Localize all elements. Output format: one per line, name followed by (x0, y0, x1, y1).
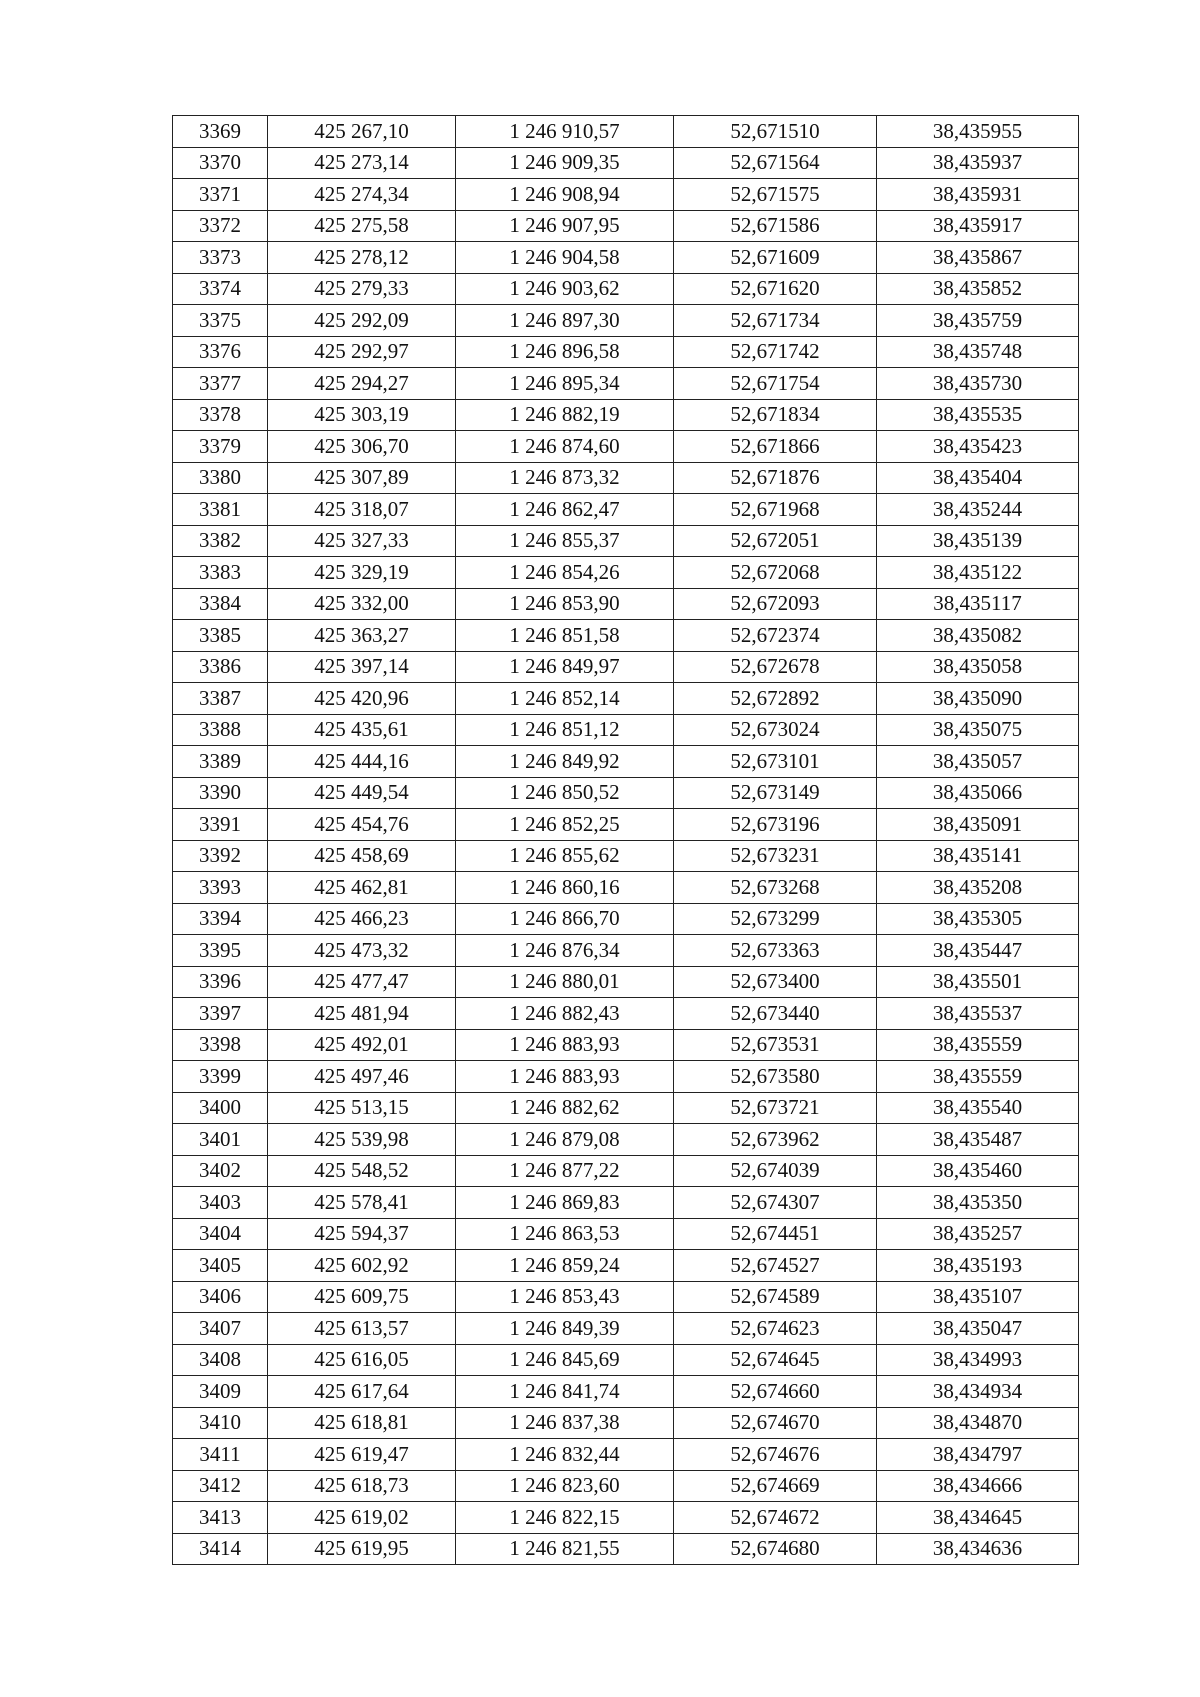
y-coordinate-cell: 1 246 882,19 (456, 399, 674, 431)
latitude-cell: 52,673149 (674, 777, 877, 809)
y-coordinate-cell: 1 246 907,95 (456, 210, 674, 242)
x-coordinate-cell: 425 466,23 (268, 903, 456, 935)
x-coordinate-cell: 425 619,47 (268, 1439, 456, 1471)
longitude-cell: 38,435955 (877, 116, 1079, 148)
latitude-cell: 52,674589 (674, 1281, 877, 1313)
point-number-cell: 3395 (173, 935, 268, 967)
x-coordinate-cell: 425 278,12 (268, 242, 456, 274)
longitude-cell: 38,435244 (877, 494, 1079, 526)
latitude-cell: 52,671609 (674, 242, 877, 274)
table-row (173, 935, 1079, 967)
x-coordinate-cell: 425 454,76 (268, 809, 456, 841)
table-row (173, 1502, 1079, 1534)
table-row (173, 651, 1079, 683)
point-number-cell: 3389 (173, 746, 268, 778)
latitude-cell: 52,674307 (674, 1187, 877, 1219)
y-coordinate-cell: 1 246 851,58 (456, 620, 674, 652)
table-row (173, 147, 1079, 179)
x-coordinate-cell: 425 420,96 (268, 683, 456, 715)
longitude-cell: 38,434934 (877, 1376, 1079, 1408)
point-number-cell: 3371 (173, 179, 268, 211)
table-row (173, 1092, 1079, 1124)
y-coordinate-cell: 1 246 855,37 (456, 525, 674, 557)
point-number-cell: 3391 (173, 809, 268, 841)
longitude-cell: 38,435091 (877, 809, 1079, 841)
table-row (173, 588, 1079, 620)
longitude-cell: 38,435501 (877, 966, 1079, 998)
longitude-cell: 38,435305 (877, 903, 1079, 935)
x-coordinate-cell: 425 444,16 (268, 746, 456, 778)
table-row (173, 273, 1079, 305)
table-row (173, 746, 1079, 778)
latitude-cell: 52,674670 (674, 1407, 877, 1439)
point-number-cell: 3414 (173, 1533, 268, 1565)
latitude-cell: 52,673580 (674, 1061, 877, 1093)
longitude-cell: 38,435730 (877, 368, 1079, 400)
y-coordinate-cell: 1 246 837,38 (456, 1407, 674, 1439)
latitude-cell: 52,671734 (674, 305, 877, 337)
longitude-cell: 38,435057 (877, 746, 1079, 778)
table-row (173, 1029, 1079, 1061)
longitude-cell: 38,435535 (877, 399, 1079, 431)
y-coordinate-cell: 1 246 852,14 (456, 683, 674, 715)
latitude-cell: 52,674039 (674, 1155, 877, 1187)
table-row (173, 1439, 1079, 1471)
latitude-cell: 52,674672 (674, 1502, 877, 1534)
table-row (173, 714, 1079, 746)
x-coordinate-cell: 425 318,07 (268, 494, 456, 526)
latitude-cell: 52,674676 (674, 1439, 877, 1471)
longitude-cell: 38,435931 (877, 179, 1079, 211)
point-number-cell: 3381 (173, 494, 268, 526)
point-number-cell: 3382 (173, 525, 268, 557)
longitude-cell: 38,435350 (877, 1187, 1079, 1219)
x-coordinate-cell: 425 306,70 (268, 431, 456, 463)
latitude-cell: 52,672093 (674, 588, 877, 620)
table-row (173, 305, 1079, 337)
latitude-cell: 52,672678 (674, 651, 877, 683)
y-coordinate-cell: 1 246 879,08 (456, 1124, 674, 1156)
y-coordinate-cell: 1 246 852,25 (456, 809, 674, 841)
table-row (173, 242, 1079, 274)
y-coordinate-cell: 1 246 854,26 (456, 557, 674, 589)
table-row (173, 1061, 1079, 1093)
x-coordinate-cell: 425 449,54 (268, 777, 456, 809)
x-coordinate-cell: 425 363,27 (268, 620, 456, 652)
x-coordinate-cell: 425 275,58 (268, 210, 456, 242)
y-coordinate-cell: 1 246 853,90 (456, 588, 674, 620)
longitude-cell: 38,435139 (877, 525, 1079, 557)
x-coordinate-cell: 425 435,61 (268, 714, 456, 746)
point-number-cell: 3383 (173, 557, 268, 589)
table-row (173, 494, 1079, 526)
latitude-cell: 52,673196 (674, 809, 877, 841)
x-coordinate-cell: 425 497,46 (268, 1061, 456, 1093)
point-number-cell: 3394 (173, 903, 268, 935)
latitude-cell: 52,673363 (674, 935, 877, 967)
table-row (173, 1407, 1079, 1439)
y-coordinate-cell: 1 246 882,43 (456, 998, 674, 1030)
latitude-cell: 52,671564 (674, 147, 877, 179)
point-number-cell: 3401 (173, 1124, 268, 1156)
table-row (173, 903, 1079, 935)
latitude-cell: 52,673268 (674, 872, 877, 904)
latitude-cell: 52,674623 (674, 1313, 877, 1345)
latitude-cell: 52,672068 (674, 557, 877, 589)
x-coordinate-cell: 425 602,92 (268, 1250, 456, 1282)
x-coordinate-cell: 425 492,01 (268, 1029, 456, 1061)
y-coordinate-cell: 1 246 850,52 (456, 777, 674, 809)
y-coordinate-cell: 1 246 883,93 (456, 1029, 674, 1061)
point-number-cell: 3388 (173, 714, 268, 746)
latitude-cell: 52,674660 (674, 1376, 877, 1408)
longitude-cell: 38,435117 (877, 588, 1079, 620)
point-number-cell: 3393 (173, 872, 268, 904)
point-number-cell: 3405 (173, 1250, 268, 1282)
latitude-cell: 52,673101 (674, 746, 877, 778)
longitude-cell: 38,434645 (877, 1502, 1079, 1534)
longitude-cell: 38,435852 (877, 273, 1079, 305)
x-coordinate-cell: 425 619,02 (268, 1502, 456, 1534)
latitude-cell: 52,674645 (674, 1344, 877, 1376)
y-coordinate-cell: 1 246 880,01 (456, 966, 674, 998)
y-coordinate-cell: 1 246 873,32 (456, 462, 674, 494)
latitude-cell: 52,673400 (674, 966, 877, 998)
y-coordinate-cell: 1 246 910,57 (456, 116, 674, 148)
y-coordinate-cell: 1 246 862,47 (456, 494, 674, 526)
longitude-cell: 38,435047 (877, 1313, 1079, 1345)
x-coordinate-cell: 425 327,33 (268, 525, 456, 557)
latitude-cell: 52,673299 (674, 903, 877, 935)
longitude-cell: 38,435090 (877, 683, 1079, 715)
y-coordinate-cell: 1 246 866,70 (456, 903, 674, 935)
point-number-cell: 3403 (173, 1187, 268, 1219)
x-coordinate-cell: 425 274,34 (268, 179, 456, 211)
y-coordinate-cell: 1 246 859,24 (456, 1250, 674, 1282)
table-row (173, 809, 1079, 841)
y-coordinate-cell: 1 246 832,44 (456, 1439, 674, 1471)
point-number-cell: 3387 (173, 683, 268, 715)
latitude-cell: 52,674527 (674, 1250, 877, 1282)
y-coordinate-cell: 1 246 849,97 (456, 651, 674, 683)
point-number-cell: 3397 (173, 998, 268, 1030)
point-number-cell: 3408 (173, 1344, 268, 1376)
y-coordinate-cell: 1 246 869,83 (456, 1187, 674, 1219)
x-coordinate-cell: 425 279,33 (268, 273, 456, 305)
latitude-cell: 52,673721 (674, 1092, 877, 1124)
longitude-cell: 38,435122 (877, 557, 1079, 589)
table-row (173, 1155, 1079, 1187)
latitude-cell: 52,674669 (674, 1470, 877, 1502)
longitude-cell: 38,435540 (877, 1092, 1079, 1124)
y-coordinate-cell: 1 246 883,93 (456, 1061, 674, 1093)
table-row (173, 1250, 1079, 1282)
latitude-cell: 52,673962 (674, 1124, 877, 1156)
longitude-cell: 38,435107 (877, 1281, 1079, 1313)
y-coordinate-cell: 1 246 895,34 (456, 368, 674, 400)
x-coordinate-cell: 425 617,64 (268, 1376, 456, 1408)
longitude-cell: 38,435141 (877, 840, 1079, 872)
longitude-cell: 38,434993 (877, 1344, 1079, 1376)
longitude-cell: 38,435058 (877, 651, 1079, 683)
table-row (173, 462, 1079, 494)
point-number-cell: 3374 (173, 273, 268, 305)
longitude-cell: 38,435404 (877, 462, 1079, 494)
latitude-cell: 52,671866 (674, 431, 877, 463)
table-row (173, 210, 1079, 242)
x-coordinate-cell: 425 303,19 (268, 399, 456, 431)
longitude-cell: 38,435559 (877, 1029, 1079, 1061)
x-coordinate-cell: 425 619,95 (268, 1533, 456, 1565)
point-number-cell: 3378 (173, 399, 268, 431)
y-coordinate-cell: 1 246 874,60 (456, 431, 674, 463)
longitude-cell: 38,435937 (877, 147, 1079, 179)
y-coordinate-cell: 1 246 863,53 (456, 1218, 674, 1250)
point-number-cell: 3402 (173, 1155, 268, 1187)
x-coordinate-cell: 425 513,15 (268, 1092, 456, 1124)
x-coordinate-cell: 425 616,05 (268, 1344, 456, 1376)
coordinates-table (172, 115, 1079, 1565)
y-coordinate-cell: 1 246 908,94 (456, 179, 674, 211)
x-coordinate-cell: 425 329,19 (268, 557, 456, 589)
x-coordinate-cell: 425 397,14 (268, 651, 456, 683)
table-row (173, 840, 1079, 872)
x-coordinate-cell: 425 292,09 (268, 305, 456, 337)
y-coordinate-cell: 1 246 897,30 (456, 305, 674, 337)
y-coordinate-cell: 1 246 882,62 (456, 1092, 674, 1124)
longitude-cell: 38,435193 (877, 1250, 1079, 1282)
x-coordinate-cell: 425 458,69 (268, 840, 456, 872)
longitude-cell: 38,435917 (877, 210, 1079, 242)
x-coordinate-cell: 425 273,14 (268, 147, 456, 179)
table-row (173, 1281, 1079, 1313)
table-row (173, 872, 1079, 904)
point-number-cell: 3385 (173, 620, 268, 652)
table-row (173, 998, 1079, 1030)
longitude-cell: 38,435759 (877, 305, 1079, 337)
y-coordinate-cell: 1 246 845,69 (456, 1344, 674, 1376)
table-row (173, 368, 1079, 400)
y-coordinate-cell: 1 246 855,62 (456, 840, 674, 872)
table-row (173, 399, 1079, 431)
table-row (173, 777, 1079, 809)
point-number-cell: 3390 (173, 777, 268, 809)
point-number-cell: 3379 (173, 431, 268, 463)
point-number-cell: 3413 (173, 1502, 268, 1534)
point-number-cell: 3409 (173, 1376, 268, 1408)
table-row (173, 1533, 1079, 1565)
longitude-cell: 38,435487 (877, 1124, 1079, 1156)
point-number-cell: 3392 (173, 840, 268, 872)
table-row (173, 336, 1079, 368)
longitude-cell: 38,435559 (877, 1061, 1079, 1093)
latitude-cell: 52,674680 (674, 1533, 877, 1565)
latitude-cell: 52,671586 (674, 210, 877, 242)
point-number-cell: 3369 (173, 116, 268, 148)
latitude-cell: 52,673024 (674, 714, 877, 746)
longitude-cell: 38,435537 (877, 998, 1079, 1030)
x-coordinate-cell: 425 292,97 (268, 336, 456, 368)
y-coordinate-cell: 1 246 896,58 (456, 336, 674, 368)
point-number-cell: 3411 (173, 1439, 268, 1471)
x-coordinate-cell: 425 294,27 (268, 368, 456, 400)
longitude-cell: 38,435447 (877, 935, 1079, 967)
point-number-cell: 3372 (173, 210, 268, 242)
x-coordinate-cell: 425 613,57 (268, 1313, 456, 1345)
latitude-cell: 52,673531 (674, 1029, 877, 1061)
latitude-cell: 52,671834 (674, 399, 877, 431)
table-row (173, 525, 1079, 557)
y-coordinate-cell: 1 246 851,12 (456, 714, 674, 746)
point-number-cell: 3400 (173, 1092, 268, 1124)
longitude-cell: 38,435066 (877, 777, 1079, 809)
table-row (173, 1187, 1079, 1219)
longitude-cell: 38,435082 (877, 620, 1079, 652)
longitude-cell: 38,435423 (877, 431, 1079, 463)
x-coordinate-cell: 425 618,81 (268, 1407, 456, 1439)
table-row (173, 620, 1079, 652)
latitude-cell: 52,671510 (674, 116, 877, 148)
x-coordinate-cell: 425 307,89 (268, 462, 456, 494)
point-number-cell: 3370 (173, 147, 268, 179)
x-coordinate-cell: 425 548,52 (268, 1155, 456, 1187)
point-number-cell: 3404 (173, 1218, 268, 1250)
x-coordinate-cell: 425 477,47 (268, 966, 456, 998)
longitude-cell: 38,435257 (877, 1218, 1079, 1250)
y-coordinate-cell: 1 246 853,43 (456, 1281, 674, 1313)
longitude-cell: 38,435867 (877, 242, 1079, 274)
y-coordinate-cell: 1 246 841,74 (456, 1376, 674, 1408)
x-coordinate-cell: 425 594,37 (268, 1218, 456, 1250)
table-row (173, 683, 1079, 715)
point-number-cell: 3410 (173, 1407, 268, 1439)
point-number-cell: 3406 (173, 1281, 268, 1313)
point-number-cell: 3399 (173, 1061, 268, 1093)
point-number-cell: 3375 (173, 305, 268, 337)
longitude-cell: 38,435748 (877, 336, 1079, 368)
point-number-cell: 3380 (173, 462, 268, 494)
x-coordinate-cell: 425 618,73 (268, 1470, 456, 1502)
latitude-cell: 52,671742 (674, 336, 877, 368)
latitude-cell: 52,674451 (674, 1218, 877, 1250)
longitude-cell: 38,435460 (877, 1155, 1079, 1187)
table-row (173, 116, 1079, 148)
point-number-cell: 3386 (173, 651, 268, 683)
latitude-cell: 52,673231 (674, 840, 877, 872)
table-row (173, 1376, 1079, 1408)
table-row (173, 1344, 1079, 1376)
y-coordinate-cell: 1 246 860,16 (456, 872, 674, 904)
coordinates-table-body (173, 116, 1079, 1565)
longitude-cell: 38,435075 (877, 714, 1079, 746)
y-coordinate-cell: 1 246 877,22 (456, 1155, 674, 1187)
x-coordinate-cell: 425 609,75 (268, 1281, 456, 1313)
x-coordinate-cell: 425 481,94 (268, 998, 456, 1030)
x-coordinate-cell: 425 332,00 (268, 588, 456, 620)
table-row (173, 1124, 1079, 1156)
longitude-cell: 38,434870 (877, 1407, 1079, 1439)
table-row (173, 179, 1079, 211)
y-coordinate-cell: 1 246 821,55 (456, 1533, 674, 1565)
point-number-cell: 3373 (173, 242, 268, 274)
point-number-cell: 3384 (173, 588, 268, 620)
x-coordinate-cell: 425 473,32 (268, 935, 456, 967)
y-coordinate-cell: 1 246 849,39 (456, 1313, 674, 1345)
y-coordinate-cell: 1 246 903,62 (456, 273, 674, 305)
point-number-cell: 3376 (173, 336, 268, 368)
point-number-cell: 3398 (173, 1029, 268, 1061)
table-row (173, 431, 1079, 463)
y-coordinate-cell: 1 246 876,34 (456, 935, 674, 967)
table-row (173, 557, 1079, 589)
longitude-cell: 38,434636 (877, 1533, 1079, 1565)
latitude-cell: 52,672374 (674, 620, 877, 652)
latitude-cell: 52,671575 (674, 179, 877, 211)
longitude-cell: 38,434666 (877, 1470, 1079, 1502)
x-coordinate-cell: 425 578,41 (268, 1187, 456, 1219)
table-row (173, 1313, 1079, 1345)
latitude-cell: 52,671754 (674, 368, 877, 400)
latitude-cell: 52,671620 (674, 273, 877, 305)
latitude-cell: 52,671968 (674, 494, 877, 526)
point-number-cell: 3377 (173, 368, 268, 400)
y-coordinate-cell: 1 246 909,35 (456, 147, 674, 179)
point-number-cell: 3412 (173, 1470, 268, 1502)
longitude-cell: 38,434797 (877, 1439, 1079, 1471)
y-coordinate-cell: 1 246 904,58 (456, 242, 674, 274)
x-coordinate-cell: 425 267,10 (268, 116, 456, 148)
x-coordinate-cell: 425 462,81 (268, 872, 456, 904)
table-row (173, 966, 1079, 998)
point-number-cell: 3407 (173, 1313, 268, 1345)
y-coordinate-cell: 1 246 849,92 (456, 746, 674, 778)
latitude-cell: 52,671876 (674, 462, 877, 494)
latitude-cell: 52,672051 (674, 525, 877, 557)
latitude-cell: 52,672892 (674, 683, 877, 715)
table-row (173, 1218, 1079, 1250)
latitude-cell: 52,673440 (674, 998, 877, 1030)
longitude-cell: 38,435208 (877, 872, 1079, 904)
point-number-cell: 3396 (173, 966, 268, 998)
y-coordinate-cell: 1 246 823,60 (456, 1470, 674, 1502)
x-coordinate-cell: 425 539,98 (268, 1124, 456, 1156)
y-coordinate-cell: 1 246 822,15 (456, 1502, 674, 1534)
table-row (173, 1470, 1079, 1502)
